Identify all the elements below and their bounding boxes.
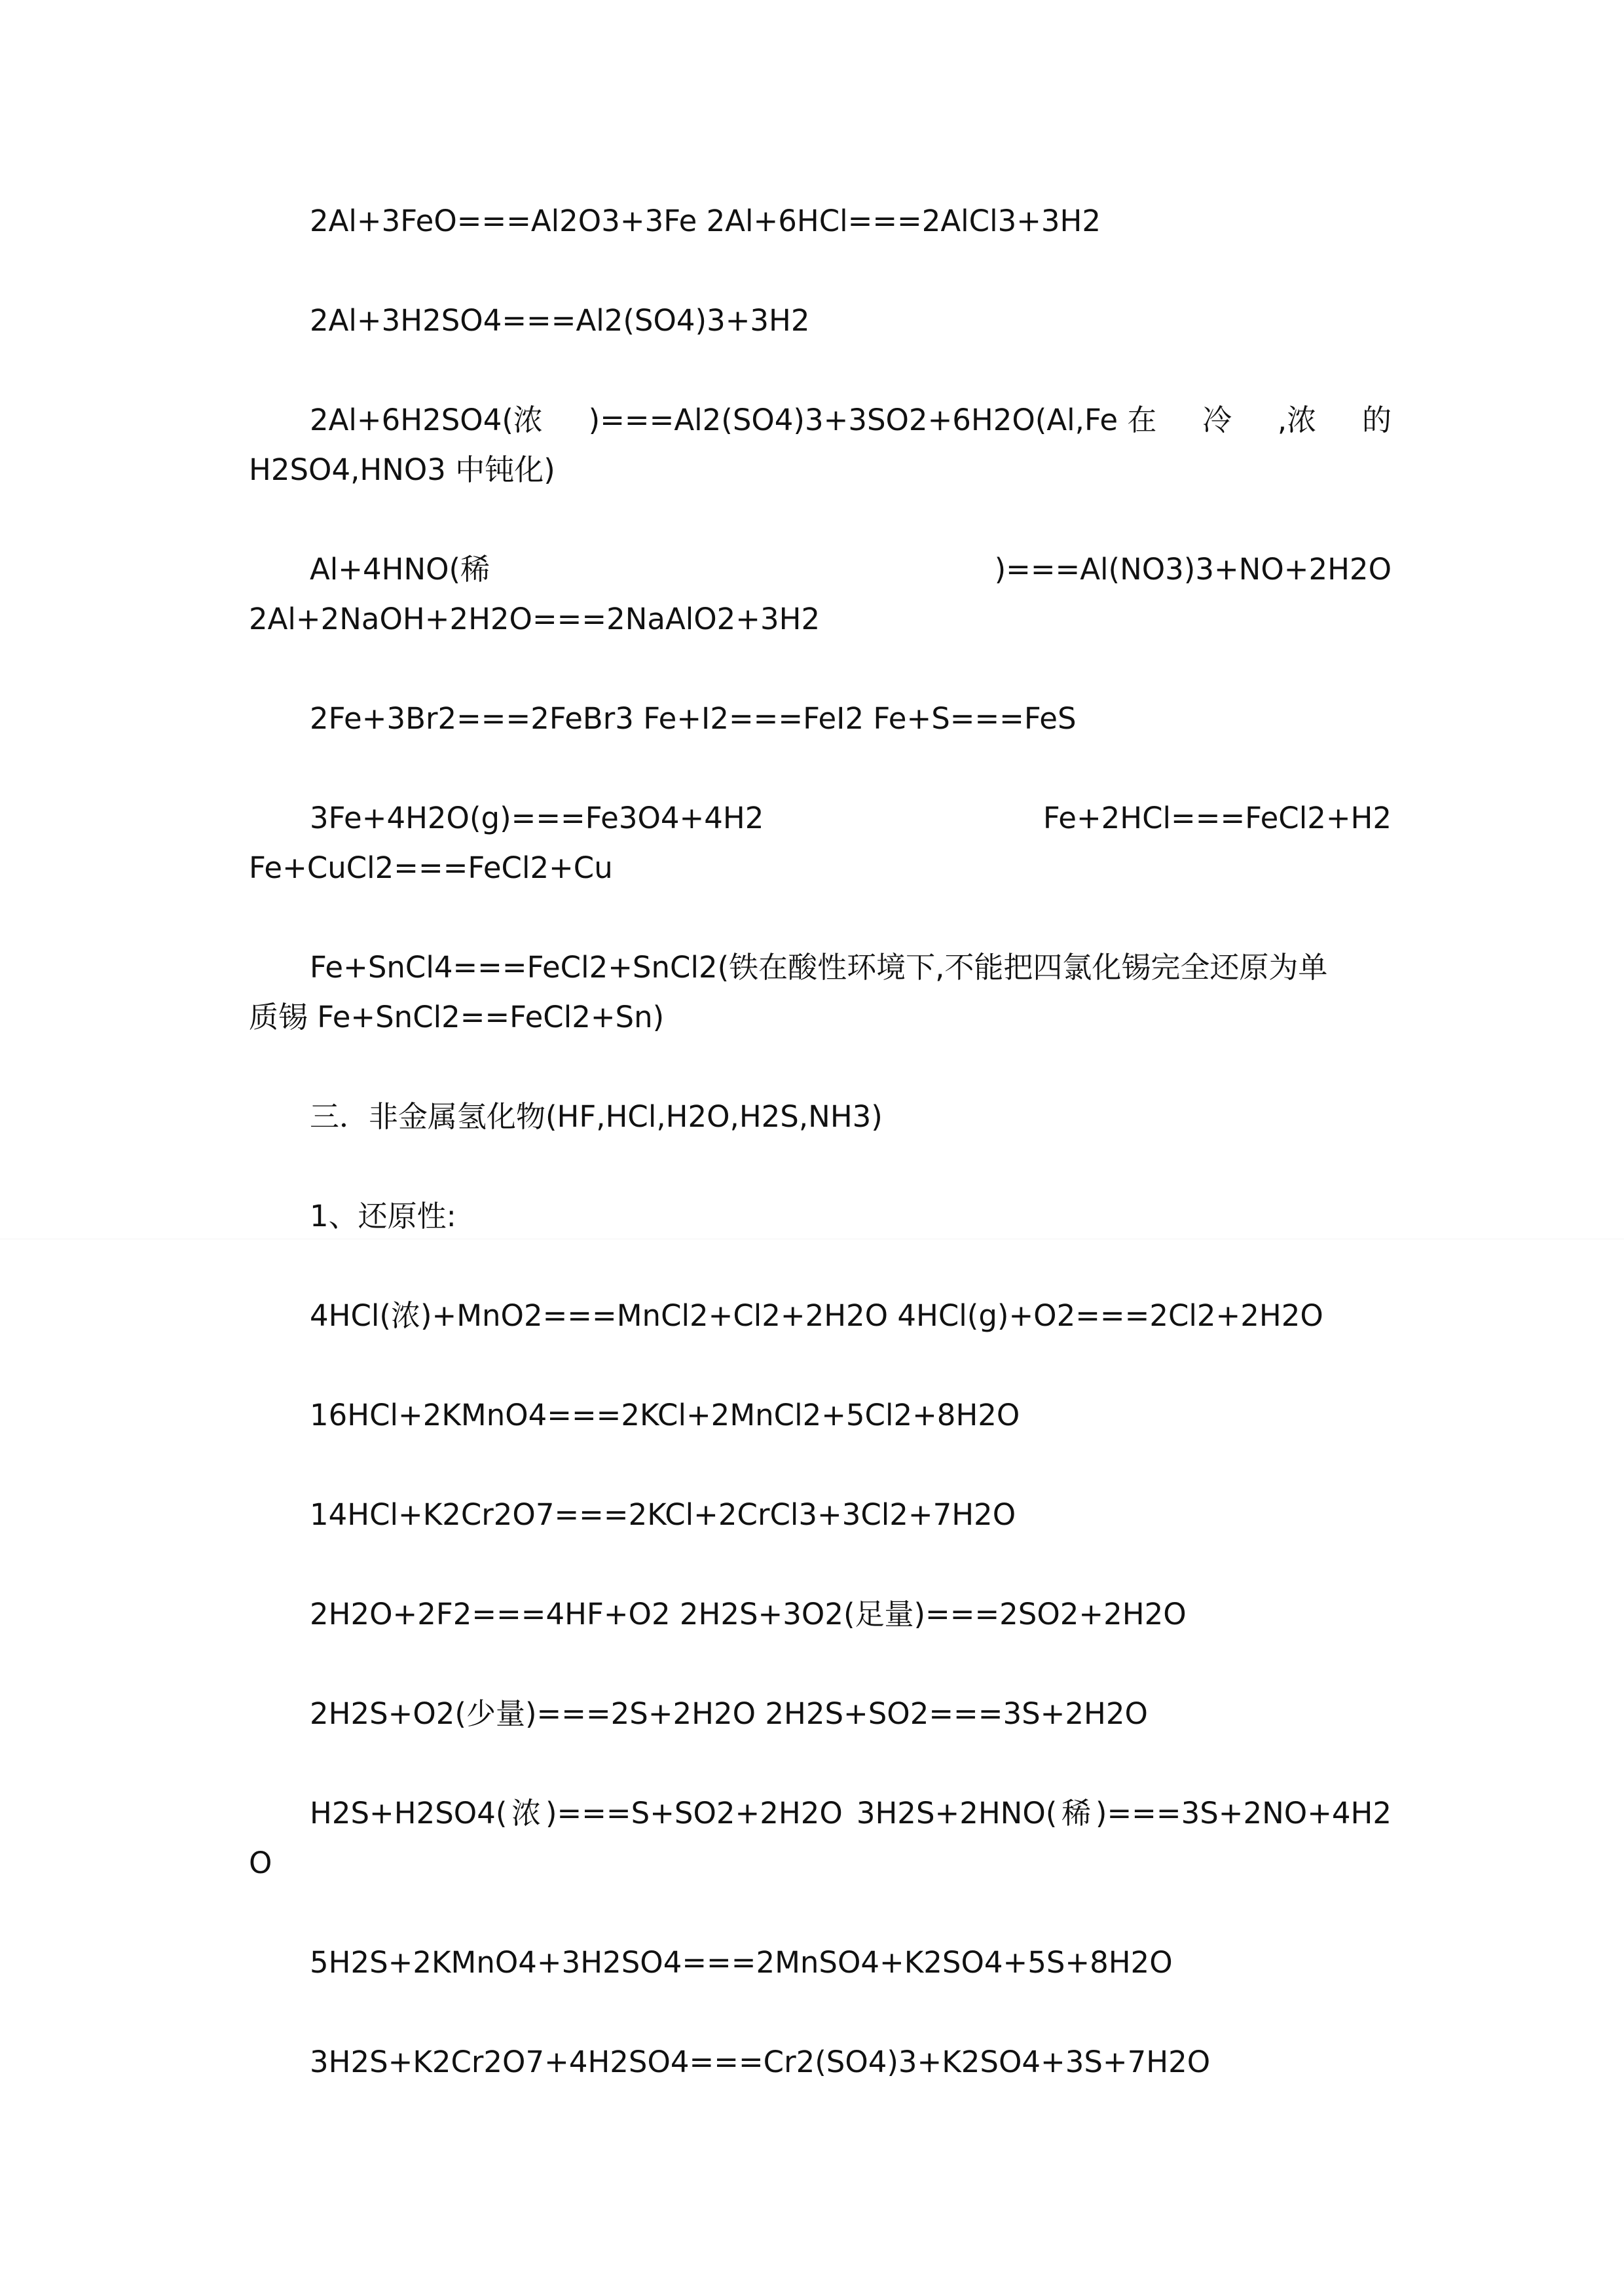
paragraph-6-line-1: [249, 793, 1392, 843]
paragraph-17: 3H2S+K2Cr2O7+4H2SO4===Cr2(SO4)3+K2SO4+3S+7H2O: [310, 2045, 1211, 2079]
paragraph-3-line-1: [249, 395, 1392, 445]
subsection-heading: 1、还原性:: [310, 1199, 456, 1233]
text-run: Al+4HNO(稀: [310, 552, 490, 587]
paragraph-5: 2Fe+3Br2===2FeBr3 Fe+I2===FeI2 Fe+S===FeS: [310, 701, 1077, 736]
paragraph-3-line-2: H2SO4,HNO3 中钝化): [249, 452, 555, 487]
text-run: 2Al+6H2SO4(浓: [310, 403, 543, 437]
paragraph-4-line-2: 2Al+2NaOH+2H2O===2NaAlO2+3H2: [249, 602, 821, 636]
paragraph-7: [249, 943, 1392, 1042]
text-run: Fe+SnCl4===FeCl2+SnCl2(铁在酸性环境下,不能把四氯化锡完全还原为单: [310, 950, 1328, 985]
text-run: 3Fe+4H2O(g)===Fe3O4+4H2: [310, 801, 764, 835]
paragraph-14: 2H2S+O2(少量)===2S+2H2O 2H2S+SO2===3S+2H2O: [310, 1696, 1148, 1731]
paragraph-11: 16HCl+2KMnO4===2KCl+2MnCl2+5Cl2+8H2O: [310, 1398, 1020, 1432]
paragraph-10: 4HCl(浓)+MnO2===MnCl2+Cl2+2H2O 4HCl(g)+O2===2Cl2+2H2O: [310, 1298, 1323, 1333]
paragraph-7-line-1: [249, 943, 1392, 993]
paragraph-12: 14HCl+K2Cr2O7===2KCl+2CrCl3+3Cl2+7H2O: [310, 1497, 1016, 1532]
paragraph-16: 5H2S+2KMnO4+3H2SO4===2MnSO4+K2SO4+5S+8H2O: [310, 1945, 1173, 1980]
paragraph-3: [249, 395, 1392, 495]
paragraph-1: 2Al+3FeO===Al2O3+3Fe 2Al+6HCl===2AlCl3+3H2: [310, 204, 1101, 238]
document-body: [249, 196, 1392, 2137]
paragraph-13: 2H2O+2F2===4HF+O2 2H2S+3O2(足量)===2SO2+2H2O: [310, 1597, 1187, 1631]
text-run: 的: [1361, 403, 1392, 437]
paragraph-7-line-2: 质锡 Fe+SnCl2==FeCl2+Sn): [249, 1000, 665, 1034]
paragraph-4: [249, 545, 1392, 644]
text-run: Fe+2HCl===FeCl2+H2: [1043, 801, 1392, 835]
paragraph-4-line-1: [249, 545, 1392, 594]
text-run: ,浓: [1277, 403, 1317, 437]
paragraph-6: [249, 793, 1392, 893]
paragraph-2: 2Al+3H2SO4===Al2(SO4)3+3H2: [310, 303, 810, 338]
text-run: 冷: [1202, 403, 1232, 437]
text-run: )===Al(NO3)3+NO+2H2O: [994, 552, 1392, 587]
text-run: )===Al2(SO4)3+3SO2+6H2O(Al,Fe 在: [588, 403, 1157, 437]
section-heading: 三．非金属氢化物(HF,HCl,H2O,H2S,NH3): [310, 1099, 883, 1134]
paragraph-6-line-2: Fe+CuCl2===FeCl2+Cu: [249, 850, 613, 885]
paragraph-15: H2S+H2SO4(浓)===S+SO2+2H2O 3H2S+2HNO(稀)===3S+2NO+4H2O: [249, 1796, 1392, 1880]
